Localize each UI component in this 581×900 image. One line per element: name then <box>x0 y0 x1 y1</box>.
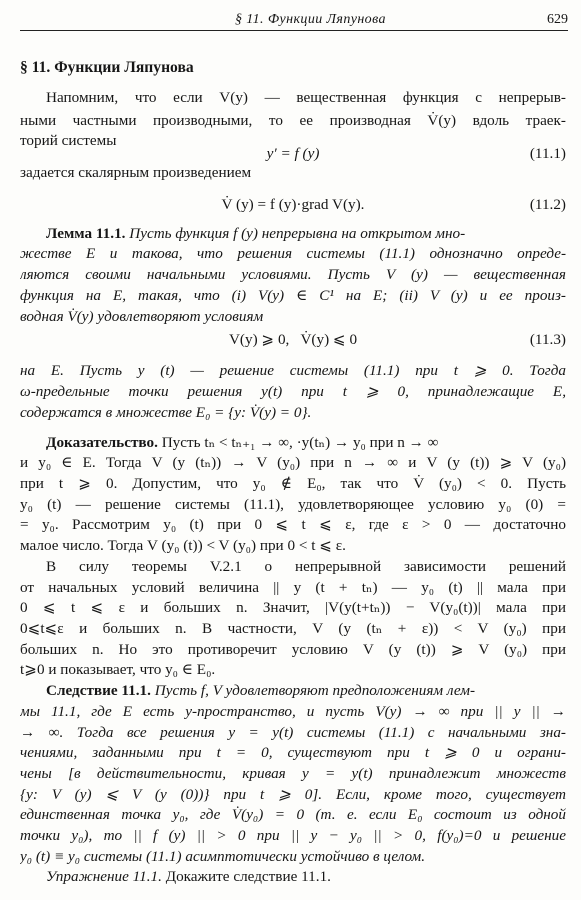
proof-cont-line: 0 ⩽ t ⩽ ε и больших n. Значит, |V(y(t+tₙ)) − V(y₀(t))| мала при <box>20 599 566 617</box>
equation-body: y′ = f (y) <box>266 144 320 162</box>
proof-cont-line: В силу теоремы V.2.1 о непрерывной зависимости решений <box>46 557 566 575</box>
running-title: § 11. Функции Ляпунова <box>235 12 386 27</box>
exercise-text: Докажите следствие 11.1. <box>165 868 331 886</box>
equation-number: (11.1) <box>529 144 566 162</box>
corollary-line: чены [в действительности, кривая y = y(t) принадлежит множеств <box>20 764 566 782</box>
lemma-tail-line: содержатся в множестве E₀ = {y: V̇(y) = 0}. <box>20 403 312 421</box>
intro-line: Напомним, что если V(y) — вещественная функция с непрерыв- <box>46 89 566 107</box>
intro-line: торий системы <box>20 132 117 150</box>
exercise-label: Упражнение 11.1. <box>46 868 162 886</box>
proof-line: при t ⩾ 0. Допустим, что y₀ ∉ E₀, так что V̇ (y₀) < 0. Пусть <box>20 475 566 492</box>
proof-cont-line: t⩾0 и показывает, что y₀ ∈ E₀. <box>20 661 216 679</box>
lemma-text: Пусть функция f (y) непрерывна на открытом мно- <box>129 224 466 242</box>
proof-line: y₀ (t) — решение системы (11.1), удовлетворяющее условию y₀ (0) = <box>20 495 566 513</box>
proof-line: и y₀ ∈ E. Тогда V (y (tₙ)) → V (y₀) при n → ∞ и V (y (t)) ⩾ V (y₀) <box>20 454 566 472</box>
corollary-line: точки y₀), то || f (y) || > 0 при || y − y₀ || > 0, f(y₀)=0 и решение <box>20 827 566 844</box>
intro-after-line: задается скалярным произведением <box>20 164 252 182</box>
page-number: 629 <box>547 12 568 27</box>
proof-line: = y₀. Рассмотрим y₀ (t) при 0 ⩽ t ⩽ ε, где ε > 0 — достаточно <box>20 516 566 534</box>
proof-line: малое число. Тогда V (y₀ (t)) < V (y₀) при 0 < t ⩽ ε. <box>20 537 346 555</box>
proof-cont-line: больших n. Но это противоречит условию V (y (t)) ⩾ V (y₀) при <box>20 640 566 658</box>
corollary-line: единственная точка y₀, где V̇(y₀) = 0 (т. е. если E₀ состоит из одной <box>20 806 566 824</box>
intro-line: ными частными производными, то ее производная V̇(y) вдоль траек- <box>20 111 566 129</box>
proof-cont-line: 0⩽t⩽ε и больших n. В частности, V (y (tₙ + ε)) < V (y₀) при <box>20 619 566 637</box>
corollary-text: Пусть f, V удовлетворяют предположениям лем- <box>154 682 475 700</box>
equation-body: V(y) ⩾ 0, V̇(y) ⩽ 0 <box>228 331 358 349</box>
equation-body: V̇ (y) = f (y)·grad V(y). <box>221 195 365 213</box>
proof-cont-line: от начальных условий величина || y (t + tₙ) — y₀ (t) || мала при <box>20 578 566 596</box>
lemma-line: функция на E, такая, что (i) V(y) ∈ C¹ на E; (ii) V (y) и ее произ- <box>20 286 566 304</box>
section-title: § 11. Функции Ляпунова <box>20 59 194 76</box>
running-header <box>20 8 568 31</box>
lemma-tail-line: на E. Пусть y (t) — решение системы (11.1) при t ⩾ 0. Тогда <box>20 362 566 380</box>
equation-11-2 <box>20 192 566 218</box>
proof-label: Доказательство. <box>46 433 158 451</box>
lemma-label: Лемма 11.1. <box>46 224 126 242</box>
exercise-line <box>46 865 566 889</box>
corollary-label: Следствие 11.1. <box>46 682 151 700</box>
lemma-line: жестве E и такова, что решения системы (11.1) однозначно опреде- <box>20 245 566 263</box>
corollary-line: y₀ (t) ≡ y₀ системы (11.1) асимптотически устойчиво в целом. <box>20 847 426 865</box>
proof-text: Пусть tₙ < tₙ₊₁ → ∞, ·y(tₙ) → y₀ при n → ∞ <box>161 433 439 451</box>
equation-number: (11.2) <box>529 195 566 213</box>
lemma-line: водная V̇(y) удовлетворяют условиям <box>20 307 264 325</box>
equation-11-3 <box>20 327 566 353</box>
equation-number: (11.3) <box>529 331 566 349</box>
corollary-line: {y: V (y) ⩽ V (y (0))} при t ⩾ 0]. Если, кроме того, существует <box>20 785 566 803</box>
corollary-line: чениями, заданными при t = 0, существуют при t ⩾ 0 и ограни- <box>20 744 566 762</box>
lemma-tail-line: ω-предельные точки решения y(t) при t ⩾ 0, принадлежащие E, <box>20 382 566 400</box>
corollary-line: мы 11.1, где E есть y-пространство, и пусть V(y) → ∞ при || y || → <box>20 702 566 720</box>
lemma-line: ляются своими начальными условиями. Пусть V (y) — вещественная <box>20 266 566 284</box>
corollary-line: → ∞. Тогда все решения y = y(t) системы (11.1) с начальными зна- <box>20 723 566 741</box>
